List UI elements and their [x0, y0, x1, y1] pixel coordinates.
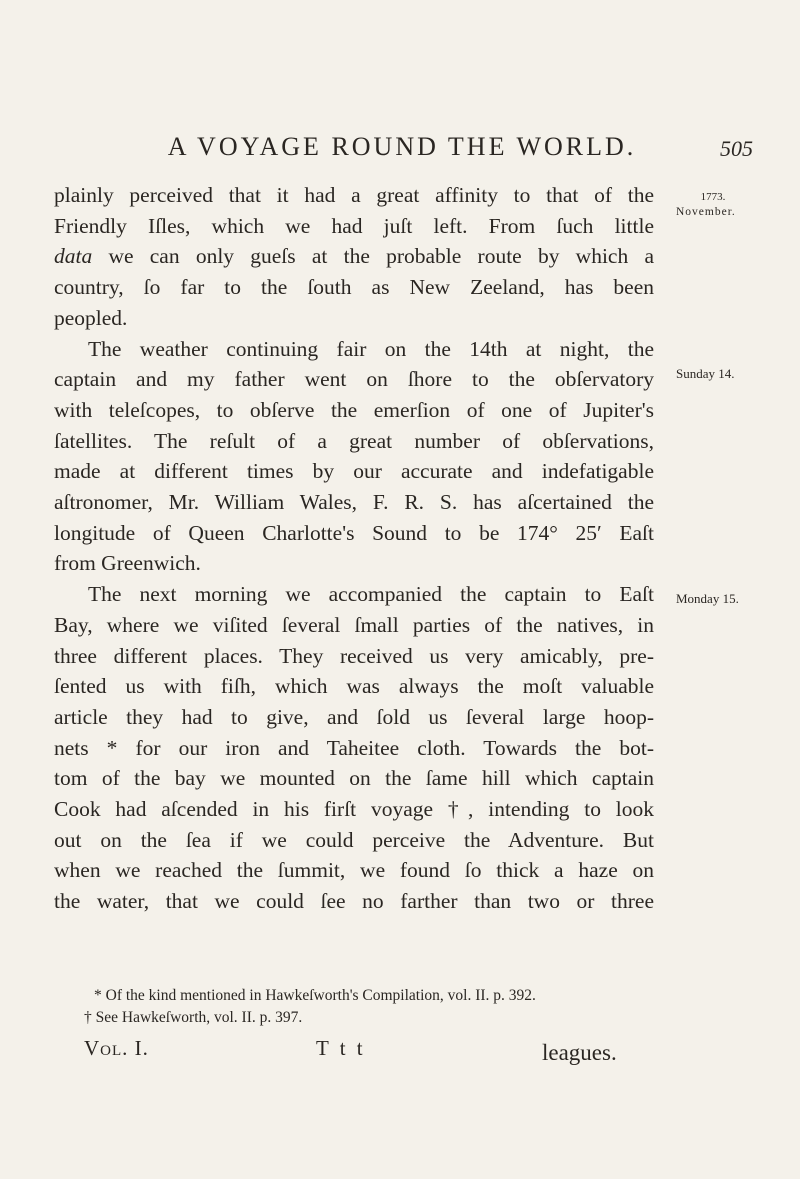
- body-text: [54, 180, 654, 917]
- text-line: the water, that we could ſee no farther than two or three: [54, 889, 654, 914]
- catchword: leagues.: [542, 1040, 617, 1065]
- signature-mark: T t t: [316, 1036, 366, 1060]
- text-line: The next morning we accompanied the captain to Eaſt: [88, 582, 654, 607]
- text-line: data we can only gueſs at the probable route by which a: [54, 244, 654, 269]
- running-head: A VOYAGE ROUND THE WORLD.: [167, 132, 637, 161]
- text-line: article they had to give, and ſold us ſeveral large hoop-: [54, 704, 654, 729]
- text-line: The weather continuing fair on the 14th at night, the: [88, 336, 654, 361]
- text-line: Cook had aſcended in his firſt voyage †, intending to look: [54, 797, 654, 822]
- text-line: ſatellites. The reſult of a great number of obſervations,: [54, 428, 654, 453]
- text-line: aſtronomer, Mr. William Wales, F. R. S. has aſcertained the: [54, 490, 654, 515]
- margin-date-sunday: Sunday 14.: [676, 366, 735, 381]
- text-line: longitude of Queen Charlotte's Sound to be 174° 25′ Eaſt: [54, 520, 654, 545]
- text-line: out on the ſea if we could perceive the Adventure. But: [54, 827, 654, 852]
- text-line: Friendly Iſles, which we had juſt left. From ſuch little: [54, 213, 654, 238]
- footnotes: [84, 985, 684, 1029]
- page-number: 505: [720, 136, 753, 161]
- text-line: when we reached the ſummit, we found ſo thick a haze on: [54, 858, 654, 883]
- text-line: from Greenwich.: [54, 551, 201, 576]
- footnote: * Of the kind mentioned in Hawkeſworth's Compilation, vol. II. p. 392.: [94, 987, 536, 1004]
- margin-month: November.: [676, 206, 736, 218]
- text-line: tom of the bay we mounted on the ſame hill which captain: [54, 766, 654, 791]
- footnote: † See Hawkeſworth, vol. II. p. 397.: [84, 1009, 303, 1026]
- text-line: with teleſcopes, to obſerve the emerſion of one of Jupiter's: [54, 397, 654, 422]
- signature-line: [84, 1036, 684, 1066]
- margin-date-monday: Monday 15.: [676, 591, 739, 606]
- text-line: captain and my father went on ſhore to the obſervatory: [54, 367, 654, 392]
- volume-mark: Vol. I.: [84, 1036, 149, 1060]
- text-line: made at different times by our accurate and indefatigable: [54, 459, 654, 484]
- text-line: three different places. They received us very amicably, pre-: [54, 643, 654, 668]
- text-line: country, ſo far to the ſouth as New Zeeland, has been: [54, 275, 654, 300]
- text-line: peopled.: [54, 305, 128, 330]
- text-line: plainly perceived that it had a great affinity to that of the: [54, 183, 654, 207]
- margin-year: 1773.: [700, 191, 726, 203]
- text-line: Bay, where we viſited ſeveral ſmall parties of the natives, in: [54, 612, 654, 637]
- text-line: ſented us with fiſh, which was always the moſt valuable: [54, 674, 654, 699]
- text-line: nets * for our iron and Taheitee cloth. Towards the bot-: [54, 735, 654, 760]
